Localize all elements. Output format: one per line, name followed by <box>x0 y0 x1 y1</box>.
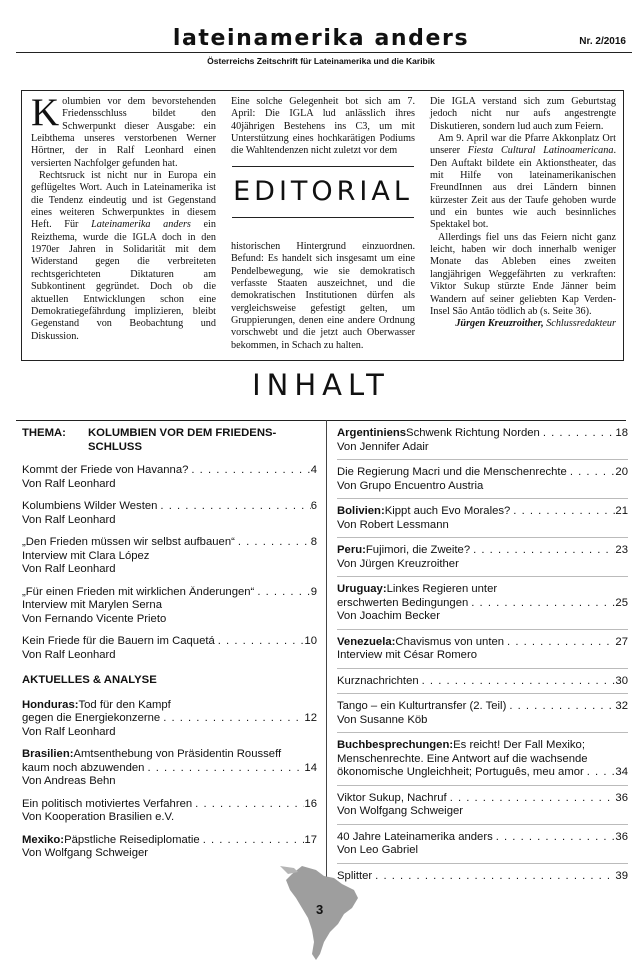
contents-entry <box>337 700 628 733</box>
entry-author: Von Andreas Behn <box>22 775 116 787</box>
contents-entry <box>22 500 317 527</box>
magazine-title: lateinamerika anders <box>172 26 470 51</box>
dot-leader <box>254 586 310 600</box>
entry-title: Amtsenthebung von Präsidentin Rousseff <box>73 748 282 760</box>
contents-heading: INHALT <box>252 368 390 402</box>
entry-author: Von Robert Lessmann <box>337 518 449 531</box>
contents-rule <box>16 420 626 421</box>
dot-leader <box>157 500 310 514</box>
entry-page-number: 25 <box>615 596 628 609</box>
entry-author: Von Jürgen Kreuzroither <box>337 557 459 570</box>
entry-page-number: 18 <box>615 427 628 439</box>
entry-line <box>22 478 317 492</box>
entry-author: Von Ralf Leonhard <box>22 477 116 490</box>
contents-entry <box>337 739 628 786</box>
dot-leader <box>470 544 615 558</box>
entry-title: Chavismus von unten <box>395 635 505 648</box>
editorial-heading: EDITORIAL <box>232 166 414 218</box>
contents-left-column <box>22 427 317 870</box>
entry-line <box>22 635 317 649</box>
entry-line <box>22 847 317 861</box>
entry-author: Von Ralf Leonhard <box>22 563 116 575</box>
entry-author: Interview mit César Romero <box>337 649 477 661</box>
entry-subtitle: Interview mit Clara López <box>22 549 150 562</box>
entry-country: Mexiko: <box>22 833 65 846</box>
entry-page-number: 39 <box>615 869 628 882</box>
entry-country: Uruguay: <box>337 583 387 595</box>
entry-line <box>22 775 317 789</box>
entry-author: Von Kooperation Brasilien e.V. <box>22 811 175 823</box>
entry-author: Von Susanne Köb <box>337 713 428 726</box>
signature-name: Jürgen Kreuzroither, <box>455 318 544 330</box>
entry-country: Honduras: <box>22 698 79 711</box>
signature-role: Schlussredakteur <box>546 318 616 330</box>
entry-page-number: 34 <box>615 766 628 778</box>
dot-leader <box>188 464 310 478</box>
editorial-box <box>21 90 624 361</box>
entry-country: Venezuela: <box>337 635 396 648</box>
editorial-text: Eine solche Gelegenheit bot sich am 7. April: Die IGLA lud anlässlich ihres 40jährigen Bestehens ins C3, um mit Unterstützung eines hochkarätigen Podiums die Wahltendenzen nicht zuletzt vor dem <box>231 96 415 157</box>
entry-page-number: 8 <box>310 536 317 548</box>
entry-page-number: 36 <box>615 791 628 804</box>
contents-entry <box>22 464 317 491</box>
thema-title: KOLUMBIEN VOR DEM FRIEDENS-SCHLUSS <box>88 427 277 453</box>
dot-leader <box>493 831 616 845</box>
entry-author: Von Ralf Leonhard <box>22 648 116 661</box>
entry-line <box>337 558 628 572</box>
entry-line <box>337 844 628 858</box>
editorial-text: Allerdings fiel uns das Feiern nicht ganz leicht, haben wir doch innerhalb weniger Monate das Ableben eines zweiten langjährigen Weggefährten zu verkraften: Viktor Sukup stürzte Ende Jänner beim Wandern auf seiner geliebten Kap Verden-Insel São Antão tödlich ab (s. Seite 36). <box>430 231 616 317</box>
entry-line <box>337 441 628 455</box>
contents-right-column <box>337 427 628 894</box>
dot-leader <box>540 427 616 441</box>
contents-entry <box>22 536 317 577</box>
entry-author: Von Wolfgang Schweiger <box>337 805 464 817</box>
dot-leader <box>584 766 616 780</box>
contents-entry <box>337 505 628 538</box>
entry-author: Von Grupo Encuentro Austria <box>337 479 484 492</box>
entry-line <box>337 753 628 767</box>
contents-entry <box>22 635 317 662</box>
entry-line <box>337 480 628 494</box>
entry-line <box>22 748 317 762</box>
editorial-text: Rechtsruck ist nicht nur in Europa ein geflügeltes Wort. Auch in Lateinamerika ist die Tendenz eindeutig und ist Gegenstand eines weiteren Schwerpunktes in diesem Heft. Für <box>31 170 216 231</box>
contents-entry <box>337 636 628 669</box>
entry-page-number: 23 <box>615 544 628 556</box>
dot-leader <box>160 712 304 726</box>
dot-leader <box>510 505 615 519</box>
contents-entry <box>337 831 628 864</box>
contents-entry <box>22 699 317 740</box>
entry-page-number: 30 <box>615 674 628 687</box>
editorial-signature <box>430 318 616 330</box>
entry-title: Splitter <box>337 869 373 882</box>
entry-line <box>22 536 317 550</box>
entry-line <box>337 610 628 624</box>
entry-line <box>22 712 317 726</box>
entry-page-number: 16 <box>304 797 317 810</box>
entry-title: 40 Jahre Lateinamerika anders <box>337 830 493 843</box>
entry-title-cont: gegen die Energiekonzerne <box>22 712 161 724</box>
entry-title-cont: kaum noch abzuwenden <box>22 761 145 774</box>
entry-author: Von Wolfgang Schweiger <box>22 847 149 859</box>
contents-entry <box>22 586 317 627</box>
thema-section-heading <box>22 427 317 454</box>
entry-title: Kolumbiens Wilder Westen <box>22 500 158 512</box>
page-number: 3 <box>316 902 324 917</box>
editorial-column-2-bottom <box>231 241 415 352</box>
dot-leader <box>235 536 311 550</box>
entry-title: Ein politisch motiviertes Verfahren <box>22 797 193 810</box>
entry-line <box>337 597 628 611</box>
contents-entry <box>337 466 628 499</box>
entry-line <box>22 798 317 812</box>
entry-line <box>22 599 317 613</box>
entry-country: Brasilien: <box>22 748 74 760</box>
event-name-italic: Fiesta Cultural Latinoamericana <box>467 145 614 157</box>
dot-leader <box>215 635 305 649</box>
dot-leader <box>447 792 616 806</box>
entry-line <box>22 613 317 627</box>
contents-entry <box>22 834 317 861</box>
entry-page-number: 6 <box>310 500 317 512</box>
magazine-name-italic: Lateinamerika anders <box>91 219 191 231</box>
editorial-column-2-top <box>231 96 415 158</box>
entry-title: Die Regierung Macri und die Menschenrechte <box>337 466 567 478</box>
entry-title: Tod für den Kampf <box>78 698 171 711</box>
entry-line <box>22 762 317 776</box>
entry-line <box>337 649 628 663</box>
editorial-text: historischen Hintergrund einzuordnen. Befund: Es handelt sich insgesamt um eine Pendelbewegung, wie sie demokratisch verfasste Staaten auszeichnet, und die demokratischen Institutionen dürfen als vergleichsweise gefestigt gelten, um Gruppierungen, denen eine andere Ordnung vorschwebt und die jetzt auch Oberwasser bekommen, in Schach zu halten. <box>231 241 415 351</box>
entry-author: Von Joachim Becker <box>337 610 440 622</box>
entry-title: „Den Frieden müssen wir selbst aufbauen“ <box>22 536 235 548</box>
contents-entry <box>337 583 628 630</box>
entry-page-number: 32 <box>615 700 628 712</box>
entry-line <box>337 636 628 650</box>
entry-author: Von Ralf Leonhard <box>22 513 116 526</box>
entry-line <box>337 805 628 819</box>
entry-line <box>337 519 628 533</box>
dot-leader <box>504 636 615 650</box>
editorial-column-1 <box>31 91 216 343</box>
entry-line <box>337 714 628 728</box>
contents-entry <box>337 870 628 889</box>
entry-page-number: 10 <box>304 635 317 647</box>
entry-line <box>337 675 628 689</box>
entry-author: Von Leo Gabriel <box>337 844 419 856</box>
entry-line <box>22 563 317 577</box>
entry-title: Tango – ein Kulturtransfer (2. Teil) <box>337 700 507 712</box>
entry-title: Kurznachrichten <box>337 674 419 687</box>
entry-title: Päpstliche Reisediplomatie <box>64 833 200 846</box>
entry-line <box>22 726 317 740</box>
entry-country: Peru: <box>337 544 366 556</box>
contents-entry <box>22 748 317 789</box>
entry-subtitle: Interview mit Marylen Serna <box>22 599 163 611</box>
dot-leader <box>144 762 304 776</box>
editorial-text: Die IGLA verstand sich zum Geburtstag jedoch nicht nur aufs angestrengte Diskutieren, sondern lud auch zum Feiern. <box>430 96 616 132</box>
entry-line <box>337 583 628 597</box>
editorial-text: Am 9. April war die Pfarre Akkonplatz Ort unserer <box>430 133 616 157</box>
entry-author: Von Fernando Vicente Prieto <box>22 612 167 625</box>
drop-cap: K <box>31 91 60 134</box>
entry-country: Argentiniens <box>337 427 407 439</box>
entry-line <box>337 870 628 884</box>
dot-leader <box>567 466 616 480</box>
dot-leader <box>200 834 305 848</box>
entry-page-number: 27 <box>615 635 628 648</box>
entry-page-number: 17 <box>304 833 317 846</box>
entry-title: Fujimori, die Zweite? <box>365 544 471 556</box>
entry-page-number: 20 <box>615 466 628 478</box>
thema-label: THEMA: <box>22 427 66 439</box>
masthead-rule <box>16 52 632 53</box>
entry-country: Bolivien: <box>337 505 385 517</box>
issue-number: Nr. 2/2016 <box>579 36 626 47</box>
entry-line <box>337 505 628 519</box>
entry-line <box>22 500 317 514</box>
entry-title: Schwenk Richtung Norden <box>406 427 540 439</box>
entry-line <box>22 550 317 564</box>
entry-title: Kein Friede für die Bauern im Caquetá <box>22 635 215 647</box>
entry-line <box>22 649 317 663</box>
editorial-text: ein Reizthema, wurde die IGLA doch in den 1970er Jahren in Solidarität mit dem Widerstand gegen die verbreiteten rechtsgerichteten Diktaturen am Subkontinent gegründet. Doch ob die aktuellen Entwicklungen schon eine Demokratiegefährdung implizieren, bleibt Gegenstand von Beobachtung und Diskussion. <box>31 219 216 342</box>
entry-title: Viktor Sukup, Nachruf <box>337 791 447 804</box>
entry-title: Es reicht! Der Fall Mexiko; <box>453 739 585 751</box>
entry-line <box>337 739 628 753</box>
contents-entry <box>337 544 628 577</box>
entry-page-number: 9 <box>310 585 317 598</box>
entry-page-number: 12 <box>304 712 317 724</box>
entry-line <box>337 427 628 441</box>
entry-line <box>22 514 317 528</box>
dot-leader <box>372 870 615 884</box>
entry-page-number: 21 <box>615 505 628 517</box>
contents-entry <box>337 792 628 825</box>
entry-line <box>22 586 317 600</box>
entry-line <box>337 831 628 845</box>
entry-title: Linkes Regieren unter <box>386 583 498 595</box>
entry-country: Buchbesprechungen: <box>337 739 454 751</box>
entry-title: „Für einen Frieden mit wirklichen Änderungen“ <box>22 585 255 598</box>
entry-line <box>22 834 317 848</box>
entry-line <box>337 792 628 806</box>
entry-title: Kippt auch Evo Morales? <box>384 505 511 517</box>
entry-author: Von Ralf Leonhard <box>22 725 116 738</box>
entry-line <box>337 766 628 780</box>
dot-leader <box>468 597 615 611</box>
dot-leader <box>506 700 615 714</box>
entry-page-number: 36 <box>615 830 628 843</box>
entry-line <box>22 464 317 478</box>
aktuelles-section-heading: AKTUELLES & ANALYSE <box>22 674 157 686</box>
entry-author: Von Jennifer Adair <box>337 440 429 453</box>
editorial-column-3 <box>430 96 616 331</box>
entry-title: Kommt der Friede von Havanna? <box>22 464 189 476</box>
contents-entry <box>22 798 317 825</box>
contents-entry <box>337 675 628 695</box>
entry-title-cont: ökonomische Ungleichheit; Português, meu amor <box>337 766 584 778</box>
entry-title-cont: Menschenrechte. Eine Antwort auf die wachsende <box>337 752 588 765</box>
entry-line <box>337 544 628 558</box>
contents-entry <box>337 427 628 460</box>
entry-page-number: 14 <box>304 761 317 774</box>
entry-line <box>337 700 628 714</box>
entry-line <box>337 466 628 480</box>
dot-leader <box>419 675 616 689</box>
entry-title-cont: erschwerten Bedingungen <box>337 596 469 609</box>
entry-page-number: 4 <box>310 464 317 476</box>
contents-column-divider <box>326 420 327 910</box>
entry-line <box>22 699 317 713</box>
dot-leader <box>192 798 304 812</box>
editorial-text: olumbien vor dem bevorstehenden Friedensschluss bildet den Schwerpunkt dieser Ausgabe: ein Leibthema unseres verstorbenen Werner Hörtner, der in Ralf Leonhard einen versierten Nachfolger gefunden hat. <box>31 96 216 169</box>
entry-line <box>22 811 317 825</box>
editorial-text: . Den Auftakt bildete ein Aktionstheater, das mit Hilfe von lateinamerikanischen FreundInnen aus drei Ländern binnen kürzester Zeit aus der Taufe gehoben wurde und ein buntes wie auch besinnliches Spektakel bot. <box>430 145 616 231</box>
magazine-subtitle: Österreichs Zeitschrift für Lateinamerika und die Karibik <box>207 56 435 66</box>
